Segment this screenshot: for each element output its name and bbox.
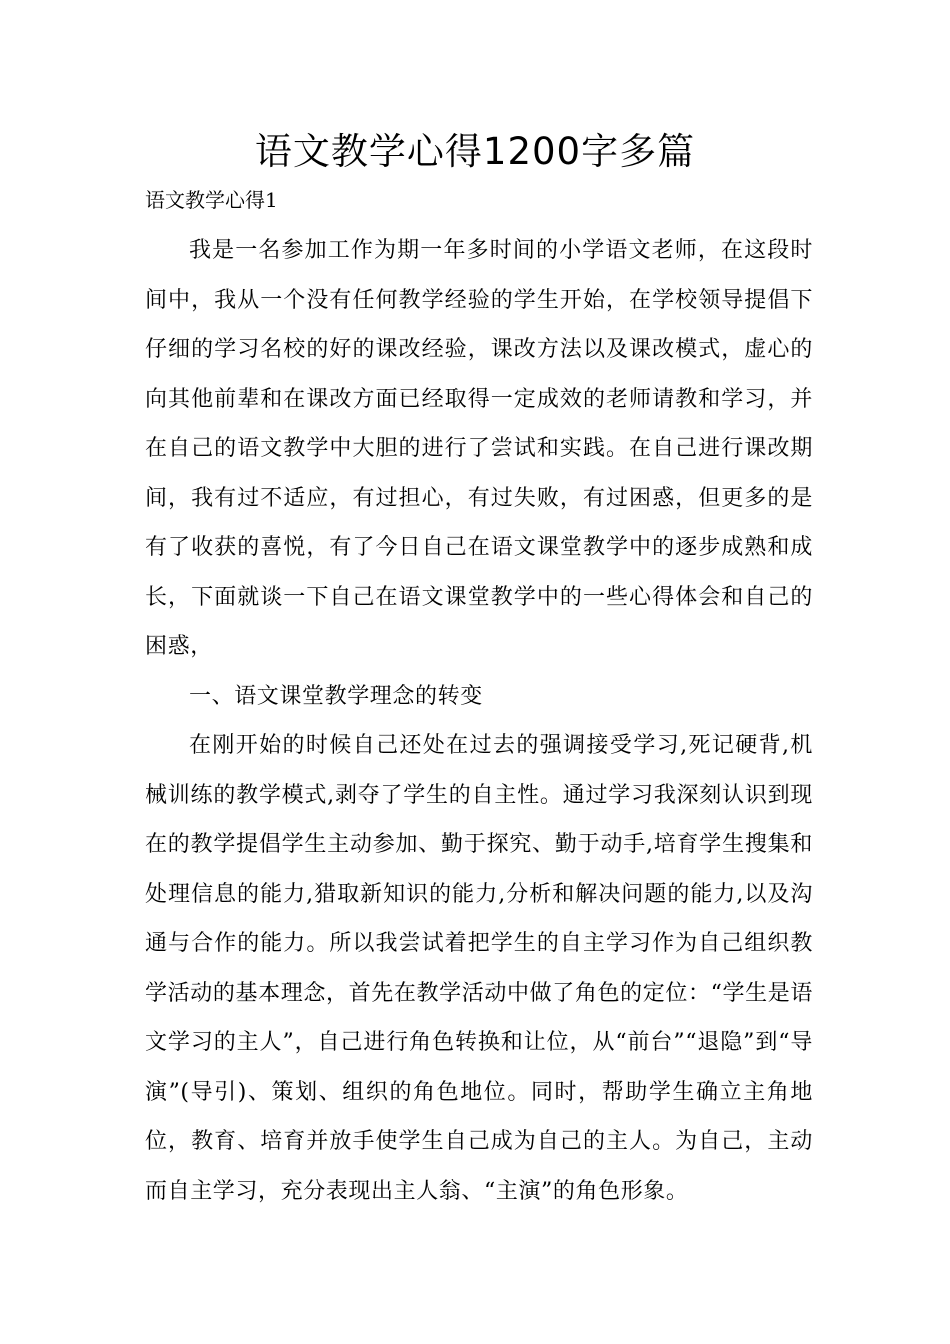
paragraph-heading-1: 一、语文课堂教学理念的转变 bbox=[189, 683, 483, 709]
document-title: 语文教学心得1200字多篇 bbox=[254, 130, 696, 173]
paragraph-body-1: 在刚开始的时候自己还处在过去的强调接受学习,死记硬背,机械训练的教学模式,剥夺了学生的自主性。通过学习我深刻认识到现在的教学提倡学生主动参加、勤于探究、勤于动手,培育学生搜集和处理信息的能力,猎取新知识的能力,分析和解决问题的能力,以及沟通与合作的能力。所以我尝试着把学生的自主学习作为自己组织教学活动的基本理念，首先在教学活动中做了角色的定位：“学生是语文学习的主人”，自己进行角色转换和让位，从“前台”“退隐”到“导演”(导引)、策划、组织的角色地位。同时，帮助学生确立主角地位，教育、培育并放手使学生自己成为自己的主人。为自己，主动而自主学习，充分表现出主人翁、“主演”的角色形象。 bbox=[145, 733, 813, 1204]
section-heading: 语文教学心得1 bbox=[145, 188, 278, 212]
document-body bbox=[145, 226, 813, 1216]
paragraph-intro: 我是一名参加工作为期一年多时间的小学语文老师，在这段时间中，我从一个没有任何教学经验的学生开始，在学校领导提倡下仔细的学习名校的好的课改经验，课改方法以及课改模式，虚心的向其他前辈和在课改方面已经取得一定成效的老师请教和学习，并在自己的语文教学中大胆的进行了尝试和实践。在自己进行课改期间，我有过不适应，有过担心，有过失败，有过困惑，但更多的是有了收获的喜悦，有了今日自己在语文课堂教学中的逐步成熟和成长，下面就谈一下自己在语文课堂教学中的一些心得体会和自己的困惑， bbox=[145, 238, 813, 659]
